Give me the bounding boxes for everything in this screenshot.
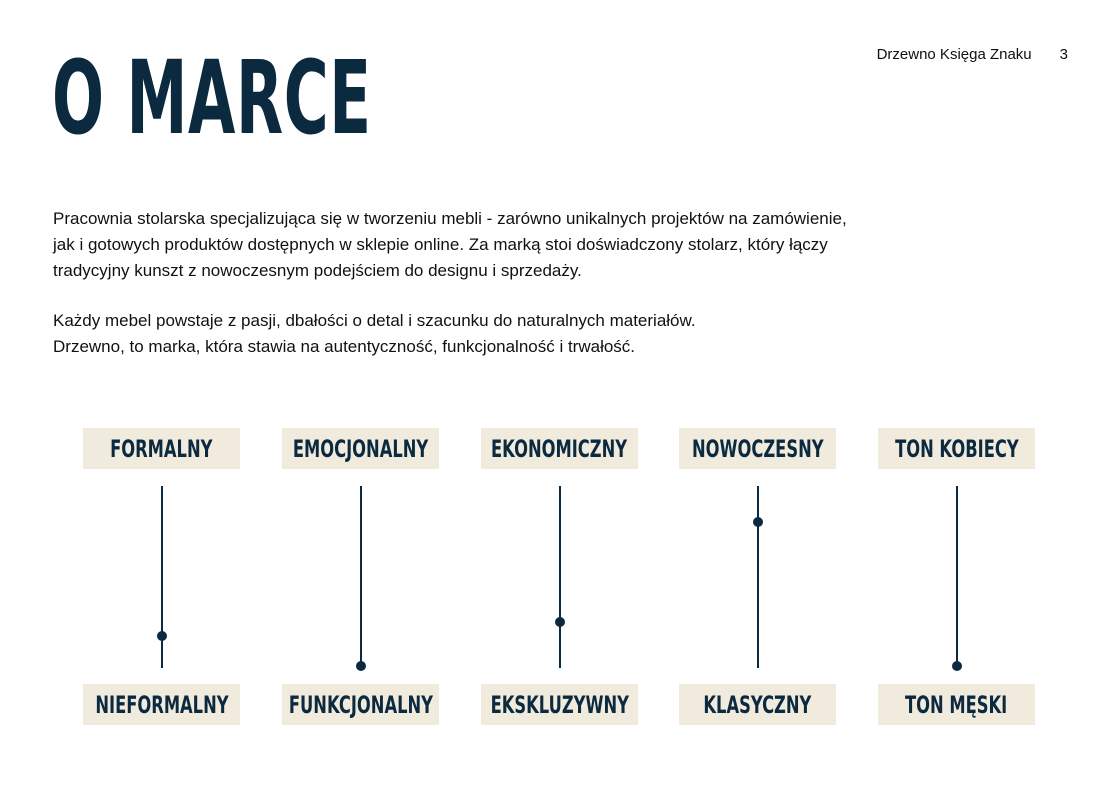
- scale-top-label: [83, 428, 240, 469]
- scale-bottom-label: [83, 684, 240, 725]
- text-line: Pracownia stolarska specjalizująca się w tworzeniu mebli - zarówno unikalnych projektów na zamówienie,: [53, 209, 847, 228]
- page-number: 3: [1059, 46, 1068, 63]
- scale-feminine-masculine: [878, 428, 1035, 726]
- scale-top-label: [481, 428, 638, 469]
- scale-marker: [555, 617, 565, 627]
- scale-track: [757, 486, 759, 668]
- scale-bottom-text: NIEFORMALNY: [94, 690, 229, 719]
- scale-economic-exclusive: [481, 428, 638, 726]
- text-line: tradycyjny kunszt z nowoczesnym podejściem do designu i sprzedaży.: [53, 261, 582, 280]
- scale-track: [956, 486, 958, 668]
- scale-emotional-functional: [282, 428, 439, 726]
- scale-formal-informal: [83, 428, 240, 726]
- text-line: jak i gotowych produktów dostępnych w sklepie online. Za marką stoi doświadczony stolarz, który łączy: [53, 235, 828, 254]
- scale-marker: [952, 661, 962, 671]
- scale-marker: [157, 631, 167, 641]
- scale-top-text: NOWOCZESNY: [691, 434, 824, 463]
- text-line: Drzewno, to marka, która stawia na autentyczność, funkcjonalność i trwałość.: [53, 337, 636, 356]
- scale-top-text: EKONOMICZNY: [491, 434, 628, 463]
- scale-bottom-label: [878, 684, 1035, 725]
- scale-bottom-text: EKSKLUZYWNY: [490, 690, 629, 719]
- scale-bottom-text: TON MĘSKI: [905, 690, 1008, 719]
- scale-bottom-label: [679, 684, 836, 725]
- scale-bottom-label: [481, 684, 638, 725]
- scale-marker: [356, 661, 366, 671]
- scale-top-label: [878, 428, 1035, 469]
- scale-bottom-label: [282, 684, 439, 725]
- scale-top-label: [282, 428, 439, 469]
- scale-top-label: [679, 428, 836, 469]
- scale-modern-classic: [679, 428, 836, 726]
- scale-top-text: TON KOBIECY: [894, 434, 1019, 463]
- scale-top-text: FORMALNY: [110, 434, 213, 463]
- scale-top-text: EMOCJONALNY: [292, 434, 429, 463]
- brand-name: Drzewno Księga Znaku: [876, 46, 1032, 63]
- text-line: Każdy mebel powstaje z pasji, dbałości o detal i szacunku do naturalnych materiałów.: [53, 311, 696, 330]
- page-title: O MARCE: [52, 39, 372, 158]
- scale-track: [360, 486, 362, 668]
- scale-track: [559, 486, 561, 668]
- scale-bottom-text: FUNKCJONALNY: [288, 690, 433, 719]
- scale-marker: [753, 517, 763, 527]
- scale-bottom-text: KLASYCZNY: [703, 690, 812, 719]
